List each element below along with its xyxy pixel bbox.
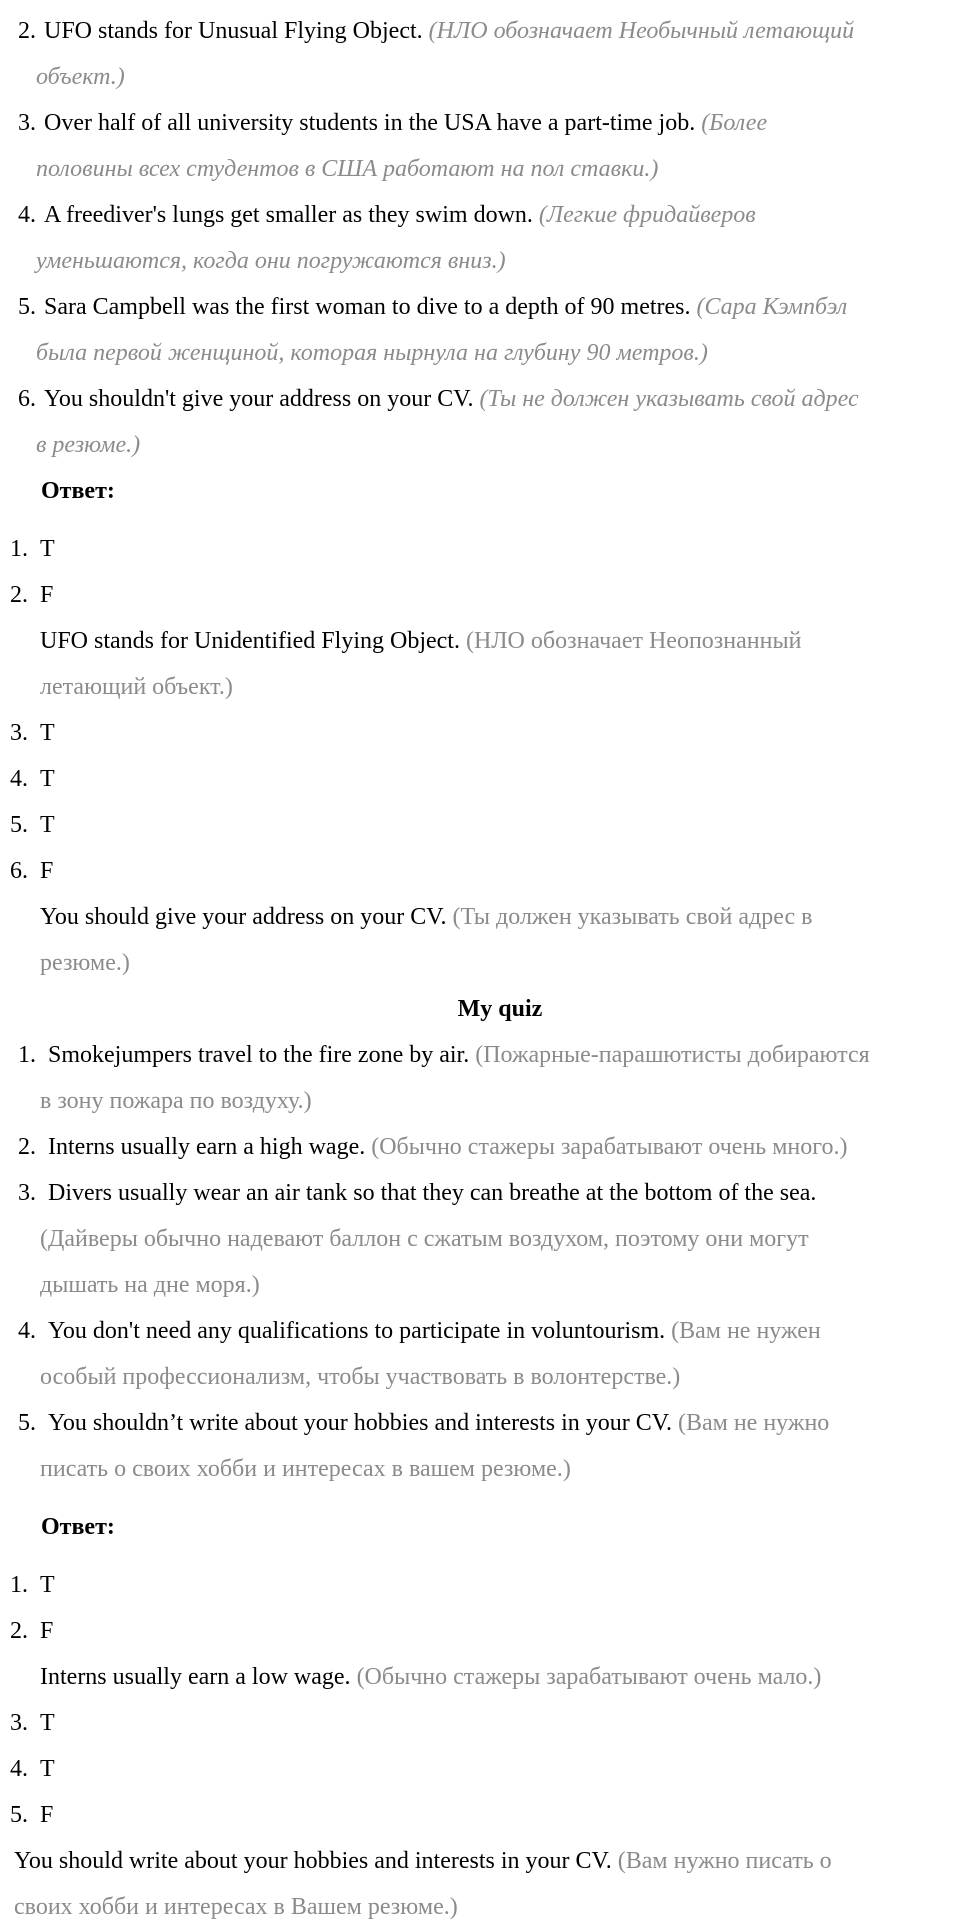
answer-value: F (40, 858, 54, 884)
item-english: You shouldn’t write about your hobbies and interests in your CV. (48, 1410, 672, 1436)
quiz-1-list (0, 8, 960, 468)
item-number: 5. (18, 1410, 36, 1436)
answer-row (0, 1700, 960, 1746)
item-number: 2. (18, 18, 36, 44)
item-translation: (Сара Кэмпбэл (696, 294, 848, 320)
answer-row (0, 1746, 960, 1792)
answer-row (0, 526, 960, 572)
list-item (0, 8, 960, 54)
correction-translation: (Ты должен указывать свой адрес в (452, 904, 813, 930)
correction-english: You should write about your hobbies and interests in your CV. (14, 1848, 612, 1874)
item-number: 4. (18, 1318, 36, 1344)
item-english: Interns usually earn a high wage. (48, 1134, 366, 1160)
answer-correction (0, 618, 960, 664)
item-translation-cont: объект.) (36, 64, 125, 90)
item-english: Smokejumpers travel to the fire zone by air. (48, 1042, 470, 1068)
item-english: You don't need any qualifications to participate in voluntourism. (48, 1318, 666, 1344)
item-english: A freediver's lungs get smaller as they swim down. (44, 202, 533, 228)
item-translation: (Пожарные-парашютисты добираются (475, 1042, 870, 1068)
answer-number: 1. (10, 536, 28, 562)
item-translation: (Вам не нужно (678, 1410, 830, 1436)
answer-row (0, 572, 960, 618)
list-item (0, 1308, 960, 1354)
item-translation: (НЛО обозначает Необычный летающий (428, 18, 855, 44)
item-translation: (Обычно стажеры зарабатывают очень много.) (371, 1134, 848, 1160)
answer-number: 5. (10, 812, 28, 838)
item-translation-cont: в резюме.) (36, 432, 141, 458)
item-translation: (Ты не должен указывать свой адрес (479, 386, 859, 412)
correction-translation: (Обычно стажеры зарабатывают очень мало.) (356, 1664, 822, 1690)
item-translation: (Вам не нужен (671, 1318, 821, 1344)
answer-row (0, 1608, 960, 1654)
item-number: 4. (18, 202, 36, 228)
answer-value: T (40, 720, 55, 746)
item-translation-cont: особый профессионализм, чтобы участвовать в волонтерстве.) (40, 1364, 681, 1390)
list-item (0, 1170, 960, 1216)
item-translation-cont: дышать на дне моря.) (40, 1272, 260, 1298)
answer-number: 2. (10, 582, 28, 608)
list-item (0, 376, 960, 422)
answer-value: T (40, 766, 55, 792)
answer-value: T (40, 812, 55, 838)
item-translation: (Более (701, 110, 768, 136)
item-number: 1. (18, 1042, 36, 1068)
answer-row (0, 710, 960, 756)
answer-row (0, 802, 960, 848)
answer-row (0, 848, 960, 894)
answer-row (0, 756, 960, 802)
answer-value: F (40, 1618, 54, 1644)
answer-correction (0, 894, 960, 940)
answer-row (0, 1792, 960, 1838)
list-item (0, 284, 960, 330)
answer-number: 5. (10, 1802, 28, 1828)
item-english: Sara Campbell was the first woman to dive to a depth of 90 metres. (44, 294, 691, 320)
quiz-2-list (0, 1032, 960, 1492)
item-translation-cont: половины всех студентов в США работают на пол ставки.) (36, 156, 659, 182)
item-number: 3. (18, 110, 36, 136)
answer-correction (0, 1654, 960, 1700)
item-english: Over half of all university students in the USA have a part-time job. (44, 110, 696, 136)
answer-value: F (40, 582, 54, 608)
item-number: 2. (18, 1134, 36, 1160)
list-item (0, 100, 960, 146)
list-item (0, 1032, 960, 1078)
correction-translation: (Вам нужно писать о (617, 1848, 832, 1874)
list-item (0, 192, 960, 238)
item-translation-cont: писать о своих хобби и интересах в вашем резюме.) (40, 1456, 571, 1482)
correction-english: UFO stands for Unidentified Flying Object. (40, 628, 460, 654)
answer-heading: Ответ: (41, 1514, 115, 1540)
item-number: 3. (18, 1180, 36, 1206)
item-number: 5. (18, 294, 36, 320)
item-translation-cont: в зону пожара по воздуху.) (40, 1088, 312, 1114)
item-translation: (Дайверы обычно надевают баллон с сжатым воздухом, поэтому они могут (40, 1226, 809, 1252)
correction-translation-cont: летающий объект.) (40, 674, 233, 700)
answer-number: 3. (10, 720, 28, 746)
correction-english: Interns usually earn a low wage. (40, 1664, 351, 1690)
answer-number: 4. (10, 766, 28, 792)
answer-number: 3. (10, 1710, 28, 1736)
list-item (0, 1400, 960, 1446)
answer-number: 2. (10, 1618, 28, 1644)
answer-value: T (40, 1710, 55, 1736)
answer-correction (0, 1838, 960, 1884)
item-translation-cont: была первой женщиной, которая нырнула на глубину 90 метров.) (36, 340, 708, 366)
correction-translation-cont: резюме.) (40, 950, 130, 976)
correction-translation: (НЛО обозначает Неопознанный (465, 628, 802, 654)
answer-number: 1. (10, 1572, 28, 1598)
list-item (0, 1124, 960, 1170)
answer-heading: Ответ: (41, 478, 115, 504)
item-english: Divers usually wear an air tank so that they can breathe at the bottom of the sea. (48, 1180, 817, 1206)
correction-english: You should give your address on your CV. (40, 904, 447, 930)
answer-number: 4. (10, 1756, 28, 1782)
item-translation: (Легкие фридайверов (538, 202, 756, 228)
item-number: 6. (18, 386, 36, 412)
section-heading: My quiz (457, 996, 543, 1022)
answer-row (0, 1562, 960, 1608)
answer-value: F (40, 1802, 54, 1828)
item-translation-cont: уменьшаются, когда они погружаются вниз.) (36, 248, 506, 274)
answer-number: 6. (10, 858, 28, 884)
item-english: UFO stands for Unusual Flying Object. (44, 18, 423, 44)
answer-value: T (40, 1756, 55, 1782)
answer-value: T (40, 1572, 55, 1598)
item-english: You shouldn't give your address on your CV. (44, 386, 474, 412)
correction-translation-cont: своих хобби и интересах в Вашем резюме.) (14, 1894, 458, 1920)
answer-value: T (40, 536, 55, 562)
